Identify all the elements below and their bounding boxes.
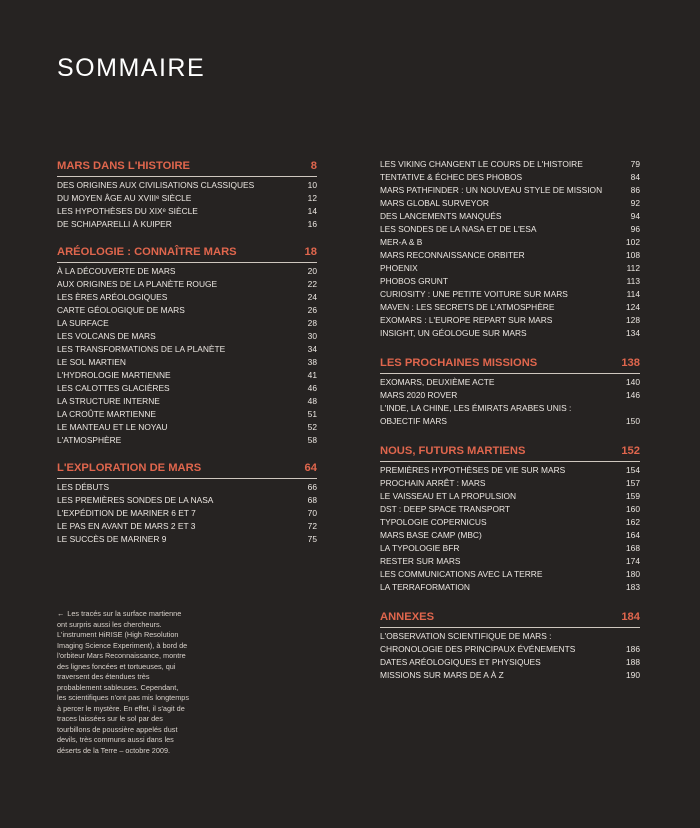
entry-title: CHRONOLOGIE DES PRINCIPAUX ÉVÉNEMENTS [380,644,576,654]
entry-page-number: 102 [626,237,640,247]
toc-entry [57,179,317,192]
entry-page-number: 157 [626,478,640,488]
toc-entry [57,356,317,369]
toc-entry [380,288,640,301]
entry-page-number: 70 [307,508,317,518]
entry-title: DE SCHIAPARELLI À KUIPER [57,219,172,229]
entry-title: OBJECTIF MARS [380,416,448,426]
toc-entry [57,291,317,304]
entry-title: EXOMARS, DEUXIÈME ACTE [380,377,495,387]
entry-title: CURIOSITY : UNE PETITE VOITURE SUR MARS [380,289,568,299]
section-heading [57,158,317,177]
entry-title: LES COMMUNICATIONS AVEC LA TERRE [380,569,543,579]
section-heading [57,244,317,263]
toc-left-column [57,158,317,559]
entry-page-number: 134 [626,328,640,338]
entry-title: LES VIKING CHANGENT LE COURS DE L'HISTOIRE [380,159,583,169]
toc-right-column [380,158,640,697]
toc-entry [380,464,640,477]
entry-page-number: 108 [626,250,640,260]
section-page-number: 64 [304,462,317,474]
toc-section [380,355,640,428]
toc-entry [380,171,640,184]
entry-page-number: 112 [626,263,640,273]
toc-entry [380,327,640,340]
section-page-number: 152 [621,445,640,457]
entry-page-number: 12 [307,193,317,203]
entry-page-number: 96 [630,224,640,234]
entry-title: DES ORIGINES AUX CIVILISATIONS CLASSIQUES [57,180,255,190]
entry-title: MISSIONS SUR MARS DE A À Z [380,670,504,680]
section-heading [380,443,640,462]
toc-entry [380,581,640,594]
entry-page-number: 46 [307,383,317,393]
toc-entry [57,278,317,291]
toc-entry [380,301,640,314]
section-heading [57,460,317,479]
toc-entry [57,369,317,382]
entry-title: LA CROÛTE MARTIENNE [57,409,156,419]
entry-page-number: 114 [626,289,640,299]
toc-entry [57,507,317,520]
entry-page-number: 22 [307,279,317,289]
entry-page-number: 24 [307,292,317,302]
page-title: SOMMAIRE [57,54,206,82]
entry-page-number: 146 [626,390,640,400]
toc-entry [57,408,317,421]
toc-entry [380,555,640,568]
toc-entry [380,643,640,656]
entry-page-number: 20 [307,266,317,276]
toc-entry [57,205,317,218]
entry-title: LE SOL MARTIEN [57,357,126,367]
entry-title: PROCHAIN ARRÊT : MARS [380,478,486,488]
entry-page-number: 190 [626,670,640,680]
entry-title: LES DÉBUTS [57,482,110,492]
section-heading [380,609,640,628]
section-title: ANNEXES [380,611,435,623]
entry-page-number: 41 [307,370,317,380]
section-title: ARÉOLOGIE : CONNAÎTRE MARS [57,246,237,258]
toc-entry [380,249,640,262]
entry-page-number: 92 [630,198,640,208]
entry-page-number: 94 [630,211,640,221]
entry-page-number: 86 [630,185,640,195]
toc-entry [57,481,317,494]
toc-entry [380,275,640,288]
entry-page-number: 58 [307,435,317,445]
toc-entry [380,529,640,542]
toc-entry [57,421,317,434]
entry-title: DU MOYEN ÂGE AU XVIIIᵉ SIÈCLE [57,193,192,203]
section-page-number: 8 [310,160,317,172]
entry-page-number: 52 [307,422,317,432]
entry-title: PHOBOS GRUNT [380,276,448,286]
arrow-left-icon: ← [57,609,65,618]
entry-title: LE PAS EN AVANT DE MARS 2 ET 3 [57,521,196,531]
entry-title: TYPOLOGIE COPERNICUS [380,517,487,527]
entry-page-number: 79 [630,159,640,169]
toc-entry [57,317,317,330]
entry-title: LE SUCCÈS DE MARINER 9 [57,534,167,544]
entry-page-number: 51 [307,409,317,419]
toc-entry [380,197,640,210]
toc-section [380,158,640,340]
entry-title: LES HYPOTHÈSES DU XIXᵉ SIÈCLE [57,206,198,216]
toc-entry [57,494,317,507]
entry-title: L'OBSERVATION SCIENTIFIQUE DE MARS : [380,631,552,641]
entry-title: MARS RECONNAISSANCE ORBITER [380,250,525,260]
toc-entry [380,669,640,682]
toc-entry [380,376,640,389]
entry-page-number: 10 [307,180,317,190]
entry-title: DATES ARÉOLOGIQUES ET PHYSIQUES [380,657,541,667]
entry-page-number: 150 [626,416,640,426]
entry-title: À LA DÉCOUVERTE DE MARS [57,266,176,276]
entry-title: LE VAISSEAU ET LA PROPULSION [380,491,517,501]
toc-entry [57,330,317,343]
entry-page-number: 28 [307,318,317,328]
toc-entry [380,568,640,581]
section-title: LES PROCHAINES MISSIONS [380,357,538,369]
toc-entry [380,236,640,249]
entry-page-number: 38 [307,357,317,367]
entry-title: CARTE GÉOLOGIQUE DE MARS [57,305,185,315]
toc-entry [57,533,317,546]
entry-title: MAVEN : LES SECRETS DE L'ATMOSPHÈRE [380,302,555,312]
entry-title: EXOMARS : L'EUROPE REPART SUR MARS [380,315,553,325]
entry-title: INSIGHT, UN GÉOLOGUE SUR MARS [380,328,527,338]
entry-title: LES VOLCANS DE MARS [57,331,156,341]
entry-title: LES SONDES DE LA NASA ET DE L'ESA [380,224,537,234]
toc-entry [57,304,317,317]
entry-title: LA TERRAFORMATION [380,582,470,592]
photo-caption [57,609,189,756]
entry-page-number: 16 [307,219,317,229]
toc-entry [380,210,640,223]
section-title: NOUS, FUTURS MARTIENS [380,445,526,457]
entry-title: LA TYPOLOGIE BFR [380,543,460,553]
toc-entry [380,415,640,428]
toc-entry [380,184,640,197]
entry-page-number: 154 [626,465,640,475]
toc-entry [380,262,640,275]
entry-title: LA STRUCTURE INTERNE [57,396,160,406]
entry-page-number: 72 [307,521,317,531]
entry-page-number: 180 [626,569,640,579]
toc-section [380,443,640,594]
entry-page-number: 168 [626,543,640,553]
toc-section [57,158,317,231]
entry-page-number: 26 [307,305,317,315]
entry-page-number: 30 [307,331,317,341]
caption-text: Les tracés sur la surface martienne ont surpris aussi les chercheurs. L'instrument HiRISE (High Resolution Imaging Science Experiment), à bord de l'orbiteur Mars Reconnaissance, montre des lignes foncées et tortueuses, qui traversent des étendues très probablement sableuses. Cependant, les scientifiques n'ont pas mis longtemps à percer le mystère. En effet, il s'agit de traces laissées sur le sol par des tourbillons de poussière appelés dust devils, très communs aussi dans les déserts de la Terre – octobre 2009. [57,609,189,755]
toc-entry [57,520,317,533]
entry-title: MARS GLOBAL SURVEYOR [380,198,489,208]
entry-title: PREMIÈRES HYPOTHÈSES DE VIE SUR MARS [380,465,566,475]
toc-entry [57,382,317,395]
section-page-number: 18 [304,246,317,258]
entry-page-number: 160 [626,504,640,514]
entry-page-number: 140 [626,377,640,387]
section-heading [380,355,640,374]
toc-section [57,460,317,546]
toc-entry [380,158,640,171]
toc-entry [57,192,317,205]
entry-page-number: 188 [626,657,640,667]
toc-entry [380,542,640,555]
toc-entry [57,395,317,408]
section-page-number: 138 [621,357,640,369]
entry-title: L'INDE, LA CHINE, LES ÉMIRATS ARABES UNIS : [380,403,572,413]
toc-entry [380,490,640,503]
entry-page-number: 124 [626,302,640,312]
entry-title: LA SURFACE [57,318,109,328]
toc-entry [380,630,640,643]
entry-title: LES CALOTTES GLACIÈRES [57,383,170,393]
entry-title: AUX ORIGINES DE LA PLANÈTE ROUGE [57,279,218,289]
entry-title: TENTATIVE & ÉCHEC DES PHOBOS [380,172,523,182]
entry-title: L'EXPÉDITION DE MARINER 6 ET 7 [57,508,196,518]
entry-page-number: 159 [626,491,640,501]
entry-page-number: 164 [626,530,640,540]
toc-entry [380,314,640,327]
toc-entry [380,656,640,669]
entry-page-number: 174 [626,556,640,566]
section-page-number: 184 [621,611,640,623]
entry-page-number: 84 [630,172,640,182]
toc-entry [380,503,640,516]
section-title: MARS DANS L'HISTOIRE [57,160,190,172]
toc-entry [380,402,640,415]
entry-title: LES PREMIÈRES SONDES DE LA NASA [57,495,214,505]
toc-entry [380,389,640,402]
entry-title: DES LANCEMENTS MANQUÉS [380,211,502,221]
entry-title: DST : DEEP SPACE TRANSPORT [380,504,511,514]
entry-page-number: 68 [307,495,317,505]
toc-section [380,609,640,682]
entry-title: MARS 2020 ROVER [380,390,458,400]
entry-title: RESTER SUR MARS [380,556,461,566]
toc-entry [57,218,317,231]
entry-page-number: 75 [307,534,317,544]
entry-title: PHOENIX [380,263,418,273]
entry-page-number: 34 [307,344,317,354]
entry-page-number: 183 [626,582,640,592]
toc-entry [57,265,317,278]
entry-title: L'HYDROLOGIE MARTIENNE [57,370,171,380]
entry-title: MARS PATHFINDER : UN NOUVEAU STYLE DE MISSION [380,185,603,195]
entry-page-number: 162 [626,517,640,527]
entry-page-number: 66 [307,482,317,492]
entry-page-number: 186 [626,644,640,654]
entry-page-number: 128 [626,315,640,325]
entry-title: LES TRANSFORMATIONS DE LA PLANÈTE [57,344,226,354]
entry-title: MER-A & B [380,237,423,247]
entry-page-number: 14 [307,206,317,216]
toc-entry [380,516,640,529]
toc-entry [380,477,640,490]
toc-section [57,244,317,447]
entry-title: LES ÈRES ARÉOLOGIQUES [57,292,168,302]
entry-title: LE MANTEAU ET LE NOYAU [57,422,168,432]
entry-title: MARS BASE CAMP (MBC) [380,530,482,540]
entry-page-number: 113 [626,276,640,286]
entry-title: L'ATMOSPHÈRE [57,435,122,445]
toc-entry [57,343,317,356]
entry-page-number: 48 [307,396,317,406]
toc-entry [57,434,317,447]
section-title: L'EXPLORATION DE MARS [57,462,202,474]
toc-entry [380,223,640,236]
